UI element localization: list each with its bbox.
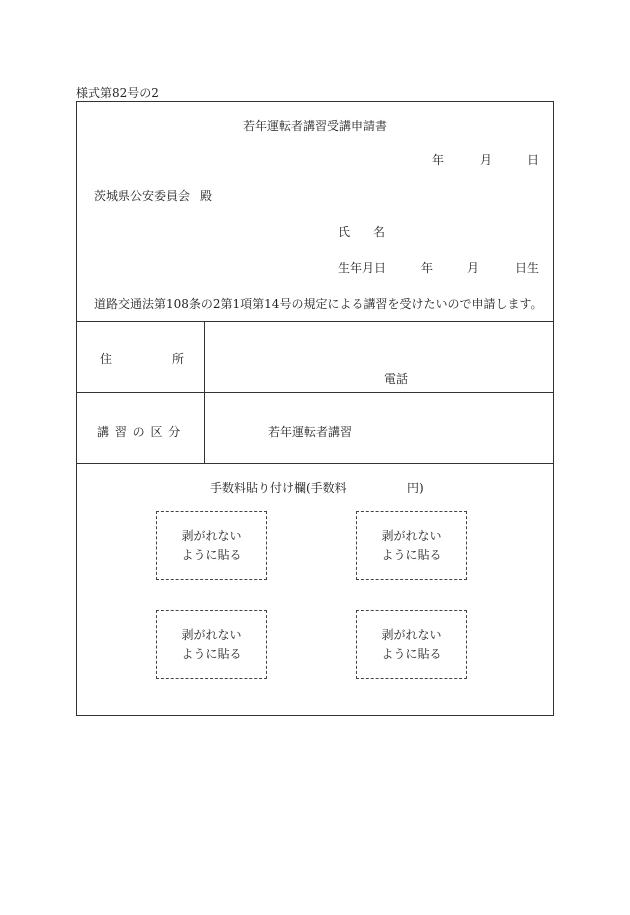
course-category-value: 若年運転者講習 [268, 425, 353, 439]
phone-label: 電話 [384, 372, 409, 386]
addressee: 茨城県公安委員会 [94, 189, 191, 203]
divider-after-category [76, 463, 554, 464]
divider-after-address [76, 392, 554, 393]
stamp-text-line1: 剥がれない [181, 627, 242, 642]
divider-after-statement [76, 321, 554, 322]
stamp-text-line1: 剥がれない [181, 528, 242, 543]
stamp-box-top-right [356, 511, 467, 580]
name-label-mei: 名 [373, 225, 386, 239]
birth-day-label: 日生 [515, 261, 540, 275]
stamp-text-line1: 剥がれない [381, 627, 442, 642]
label-column-divider [204, 321, 205, 463]
birth-month-label: 月 [467, 261, 480, 275]
application-statement: 道路交通法第108条の2第1項第14号の規定による講習を受けたいので申請します。 [94, 297, 543, 311]
address-label-ju: 住 [100, 352, 113, 366]
stamp-text-line2: ように貼る [181, 547, 242, 562]
form-title: 若年運転者講習受講申請書 [242, 119, 387, 133]
stamp-text-line2: ように貼る [381, 646, 442, 661]
addressee-suffix: 殿 [200, 189, 213, 203]
stamp-box-bottom-right [356, 610, 467, 679]
stamp-text-line2: ように貼る [181, 646, 242, 661]
date-year-label: 年 [432, 153, 445, 167]
stamp-text-line2: ように貼る [381, 547, 442, 562]
course-category-label: 講 習 の 区 分 [97, 425, 182, 439]
stamp-text-line1: 剥がれない [381, 528, 442, 543]
stamp-box-top-left [156, 511, 267, 580]
fee-heading: 手数料貼り付け欄(手数料 [210, 481, 347, 495]
address-label-sho: 所 [172, 352, 185, 366]
form-number: 様式第82号の2 [76, 86, 159, 100]
date-day-label: 日 [527, 153, 540, 167]
birthdate-label: 生年月日 [338, 261, 387, 275]
name-label-shi: 氏 [338, 225, 351, 239]
birth-year-label: 年 [421, 261, 434, 275]
date-month-label: 月 [480, 153, 493, 167]
fee-heading-end: 円) [407, 481, 424, 495]
stamp-box-bottom-left [156, 610, 267, 679]
